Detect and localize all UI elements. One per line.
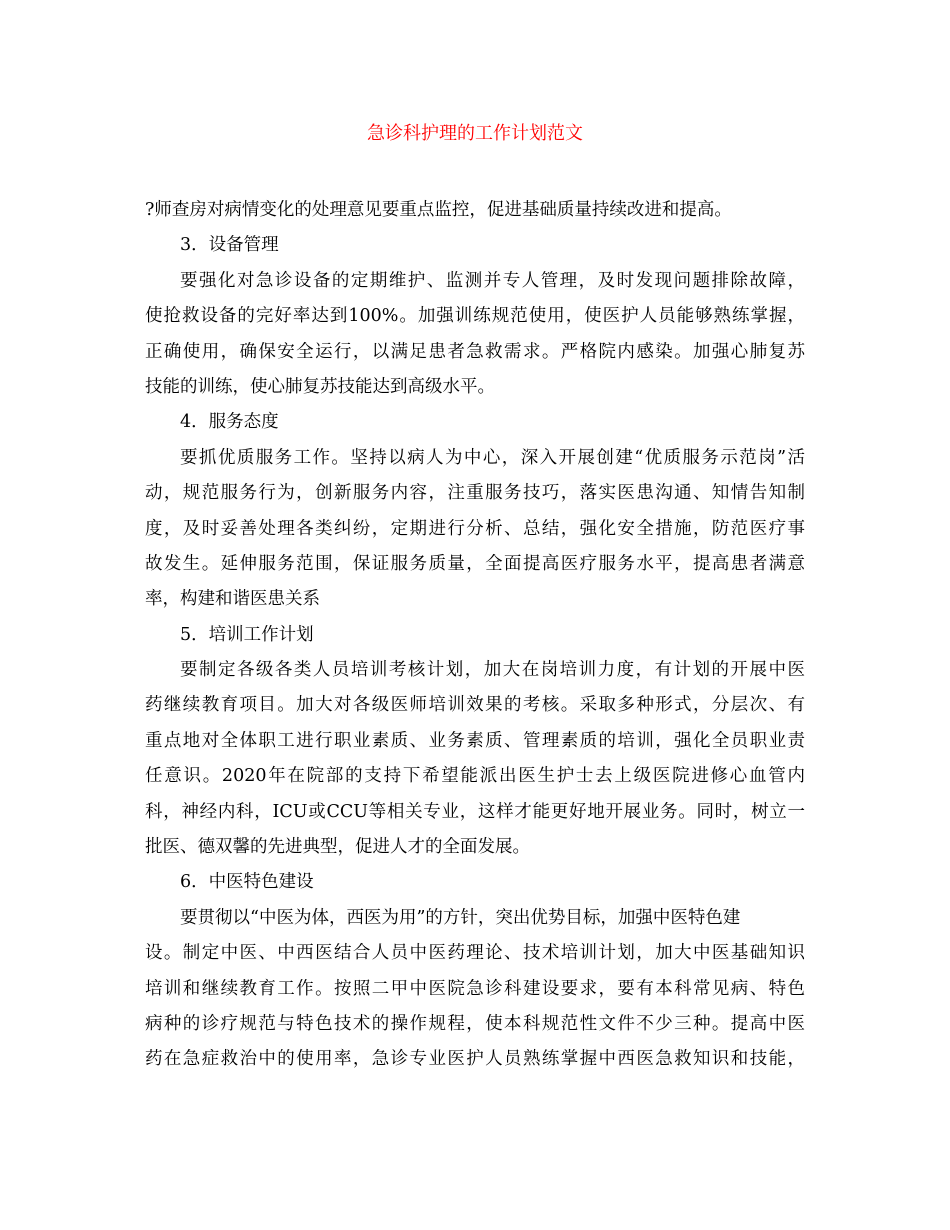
text-line: 科，神经内科，ICU或CCU等相关专业，这样才能更好地开展业务。同时，树立一	[145, 801, 805, 822]
text-line: 任意识。2020年在院部的支持下希望能派出医生护士去上级医院进修心血管内	[145, 766, 805, 787]
text-line: 要强化对急诊设备的定期维护、监测并专人管理，及时发现问题排除故障，	[180, 270, 805, 291]
text-line: 要抓优质服务工作。坚持以病人为中心，深入开展创建“优质服务示范岗”活	[180, 447, 805, 468]
text-line: 6．中医特色建设	[180, 872, 314, 893]
text-line: 培训和继续教育工作。按照二甲中医院急诊科建设要求，要有本科常见病、特色	[145, 978, 805, 999]
text-line: 技能的训练，使心肺复苏技能达到高级水平。	[145, 376, 495, 397]
text-line: 正确使用，确保安全运行，以满足患者急救需求。严格院内感染。加强心肺复苏	[145, 341, 805, 362]
document-body	[145, 193, 805, 1078]
text-line: 病种的诊疗规范与特色技术的操作规程，使本科规范性文件不少三种。提高中医	[145, 1013, 805, 1034]
text-line: 使抢救设备的完好率达到100%。加强训练规范使用，使医护人员能够熟练掌握，	[145, 306, 805, 327]
text-line: 率，构建和谐医患关系	[145, 589, 320, 610]
text-line: 5．培训工作计划	[180, 624, 314, 645]
text-line: 动，规范服务行为，创新服务内容，注重服务技巧，落实医患沟通、知情告知制	[145, 483, 805, 504]
text-line: 要制定各级各类人员培训考核计划，加大在岗培训力度，有计划的开展中医	[180, 660, 805, 681]
text-line: 药在急症救治中的使用率，急诊专业医护人员熟练掌握中西医急救知识和技能，	[145, 1049, 805, 1070]
text-line: 4．服务态度	[180, 412, 279, 433]
text-line: 药继续教育项目。加大对各级医师培训效果的考核。采取多种形式，分层次、有	[145, 695, 805, 716]
text-line: 故发生。延伸服务范围，保证服务质量，全面提高医疗服务水平，提高患者满意	[145, 553, 805, 574]
text-line: 批医、德双馨的先进典型，促进人才的全面发展。	[145, 837, 530, 858]
text-line: 重点地对全体职工进行职业素质、业务素质、管理素质的培训，强化全员职业责	[145, 730, 805, 751]
text-line: 设。制定中医、中西医结合人员中医药理论、技术培训计划，加大中医基础知识	[145, 943, 805, 964]
text-line: 3．设备管理	[180, 235, 279, 256]
text-line: 度，及时妥善处理各类纠纷，定期进行分析、总结，强化安全措施，防范医疗事	[145, 518, 805, 539]
text-line: 要贯彻以“中医为体，西医为用”的方针，突出优势目标，加强中医特色建	[180, 907, 741, 928]
document-title: 急诊科护理的工作计划范文	[367, 123, 583, 144]
text-line: ?师查房对病情变化的处理意见要重点监控，促进基础质量持续改进和提高。	[145, 200, 732, 220]
